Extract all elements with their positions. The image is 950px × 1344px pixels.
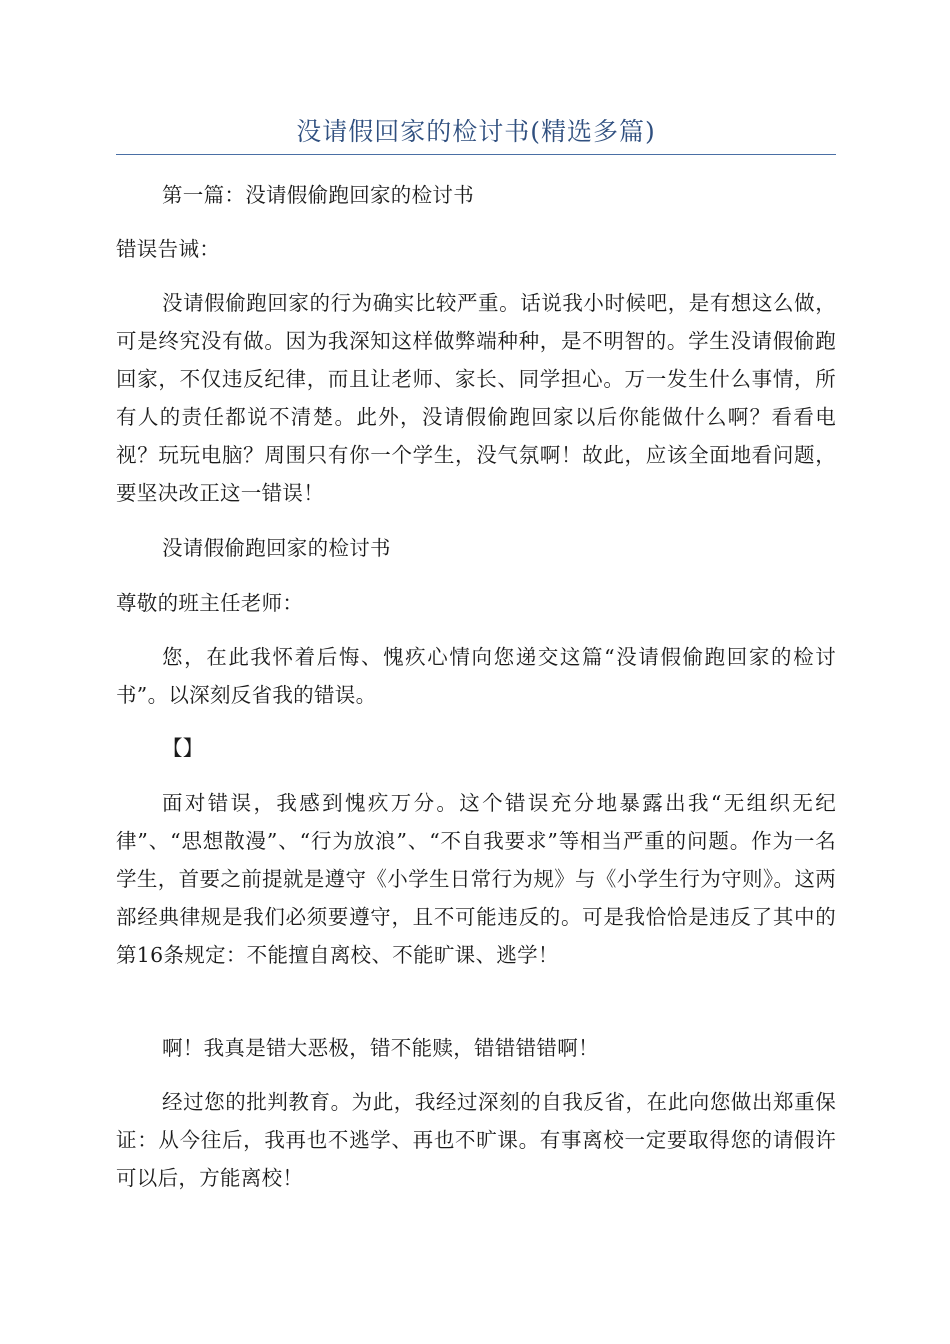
body-paragraph: 啊！我真是错大恶极，错不能赎，错错错错啊！ [162,1036,599,1060]
body-paragraph: 面对错误，我感到愧疚万分。这个错误充分地暴露出我“无组织无纪律”、“思想散漫”、“行为放浪”、“不自我要求”等相当严重的问题。作为一名学生，首要之前提就是遵守《小学生日常行为规》与《小学生行为守则》。这两部经典律规是我们必须要遵守，且不可能违反的。可是我恰恰是违反了其中的第16条规定：不能擅自离校、不能旷课、逃学！ [116,791,836,967]
section-heading: 第一篇：没请假偷跑回家的检讨书 [162,183,474,207]
document-title: 没请假回家的检讨书(精选多篇) [296,117,656,146]
body-paragraph: 没请假偷跑回家的行为确实比较严重。话说我小时候吧，是有想这么做，可是终究没有做。因为我深知这样做弊端种种，是不明智的。学生没请假偷跑回家，不仅违反纪律，而且让老师、家长、同学担心。万一发生什么事情，所有人的责任都说不清楚。此外，没请假偷跑回家以后你能做什么啊？看看电视？玩玩电脑？周围只有你一个学生，没气氛啊！故此，应该全面地看问题，要坚决改正这一错误！ [116,291,836,505]
subheading: 错误告诫： [116,237,220,261]
bracket-marker: 【】 [162,736,204,760]
letter-title: 没请假偷跑回家的检讨书 [162,536,391,560]
salutation: 尊敬的班主任老师： [116,591,304,615]
body-paragraph: 您，在此我怀着后悔、愧疚心情向您递交这篇“没请假偷跑回家的检讨书”。以深刻反省我的错误。 [116,645,836,707]
body-paragraph: 经过您的批判教育。为此，我经过深刻的自我反省，在此向您做出郑重保证：从今往后，我再也不逃学、再也不旷课。有事离校一定要取得您的请假许可以后，方能离校！ [116,1090,836,1190]
title-underline [116,154,836,155]
